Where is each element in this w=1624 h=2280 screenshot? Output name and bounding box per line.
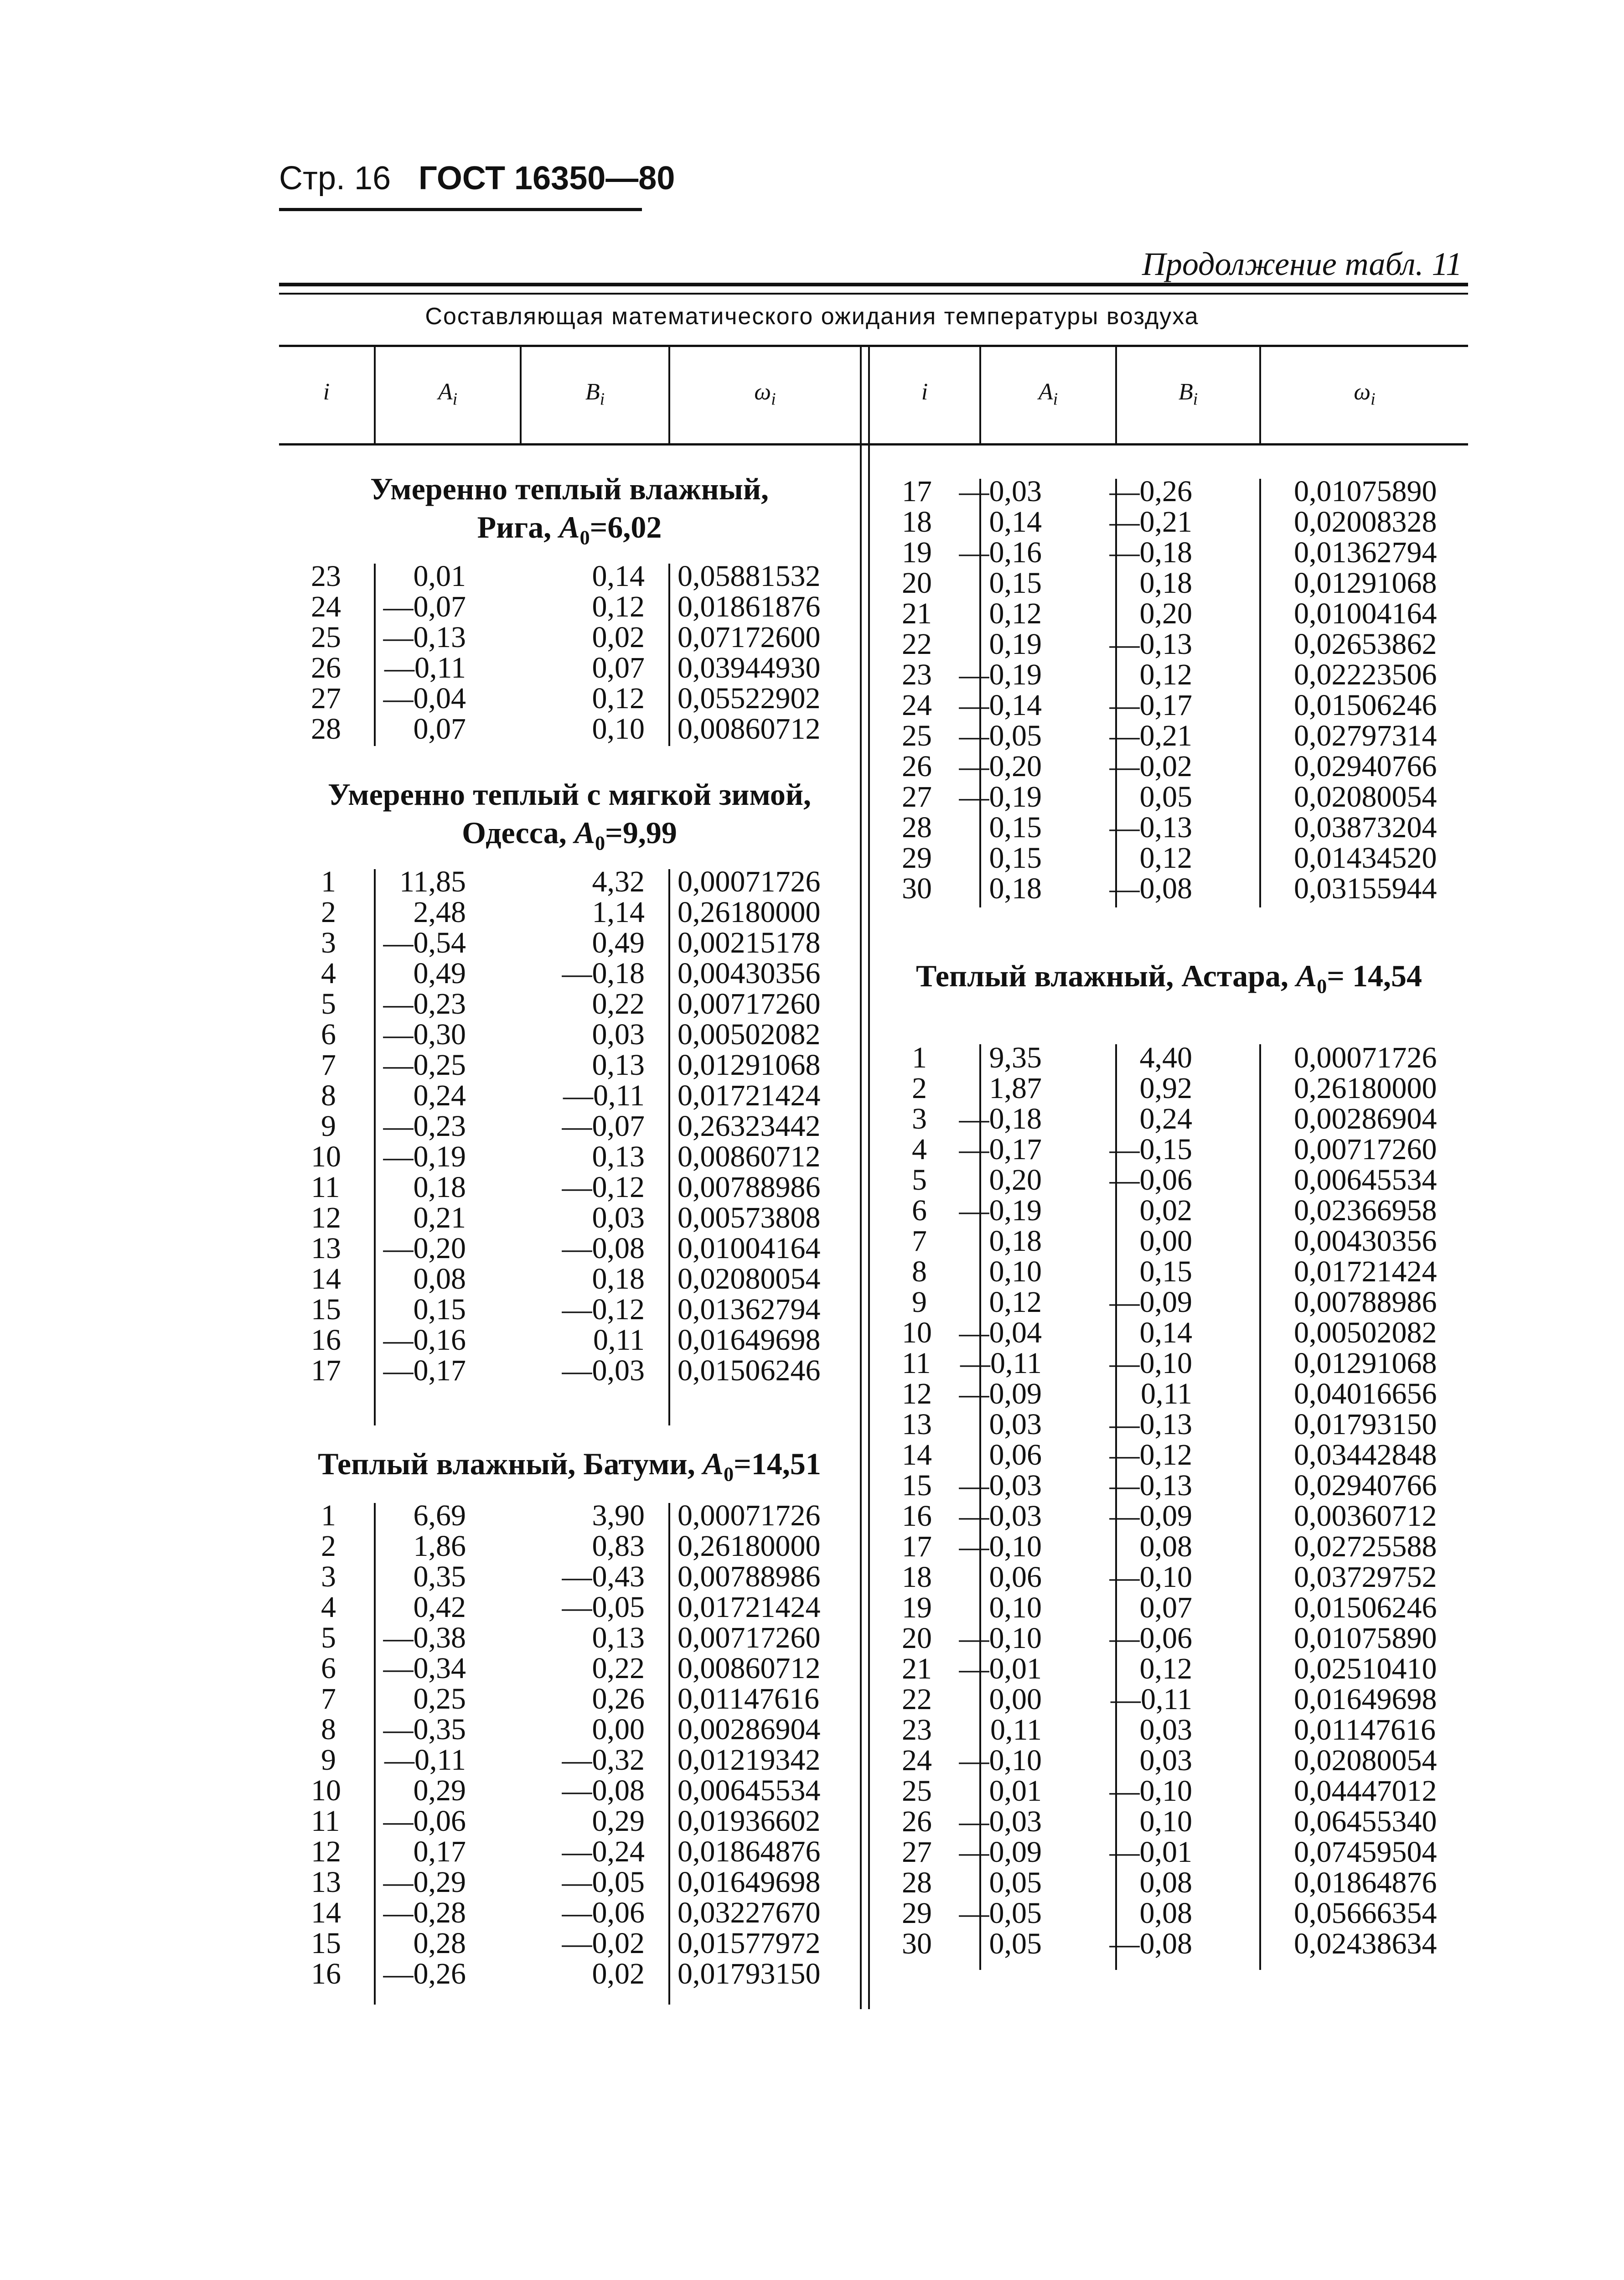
col-header-w: $\omega_i$ (1354, 379, 1376, 409)
table-row: 11 0,18 —0,12 0,00788986 (311, 1171, 821, 1204)
table-row: 6 —0,30 0,03 0,00502082 (321, 1018, 821, 1051)
table-row: 28 0,07 0,10 0,00860712 (311, 712, 821, 746)
table-row: 15 —0,03 —0,13 0,02940766 (902, 1469, 1437, 1502)
table-row: 20 0,15 0,18 0,01291068 (902, 566, 1437, 600)
table-row: 21 —0,01 0,12 0,02510410 (902, 1652, 1437, 1685)
table-row: 24 —0,14 —0,17 0,01506246 (902, 689, 1437, 722)
col-sep (860, 347, 862, 443)
table-row: 5 —0,23 0,22 0,00717260 (321, 987, 821, 1021)
table-row: 4 0,42 —0,05 0,01721424 (321, 1591, 821, 1624)
table-row: 24 —0,07 0,12 0,01861876 (311, 590, 821, 623)
table-row: 14 0,06 —0,12 0,03442848 (902, 1438, 1437, 1472)
continuation-label: Продолжение табл. 11 (1142, 246, 1462, 282)
table-row: 18 0,14 —0,21 0,02008328 (902, 505, 1437, 539)
table-row: 10 —0,19 0,13 0,00860712 (311, 1140, 821, 1173)
table-row: 13 —0,29 —0,05 0,01649698 (311, 1865, 821, 1899)
table-top-rule (279, 283, 1468, 286)
table-row: 22 0,00 —0,11 0,01649698 (902, 1683, 1437, 1716)
col-header-b: $B_i$ (585, 379, 605, 409)
table-row: 17 —0,17 —0,03 0,01506246 (311, 1354, 821, 1387)
group-title-batumi: Теплый влажный, Батуми, $A_0=14,51$ (318, 1446, 821, 1486)
table-rows-odessa (279, 866, 860, 1386)
table-row: 2 1,86 0,83 0,26180000 (321, 1529, 821, 1563)
table-row: 10 0,29 —0,08 0,00645534 (311, 1774, 821, 1807)
table-row: 1 9,35 4,40 0,00071726 (912, 1041, 1437, 1074)
col-header-b: $B_i$ (1178, 379, 1198, 409)
table-row: 17 —0,10 0,08 0,02725588 (902, 1530, 1437, 1563)
table-row: 23 0,11 0,03 0,01147616 (902, 1713, 1436, 1746)
table-row: 9 0,12 —0,09 0,00788986 (912, 1285, 1437, 1319)
group-title-riga: Умеренно теплый влажный, Рига, $A_0=6,02$ (370, 472, 769, 549)
group-title-odessa: Умеренно теплый с мягкой зимой, Одесса, $A_0=9,99$ (327, 777, 812, 855)
table-row: 23 —0,19 0,12 0,02223506 (902, 658, 1437, 691)
table-rows-batumi-continued (870, 476, 1468, 904)
table-row: 29 0,15 0,12 0,01434520 (902, 841, 1437, 875)
table-row: 16 —0,26 0,02 0,01793150 (311, 1957, 821, 1990)
caption-rule (279, 345, 1468, 347)
table-row: 27 —0,19 0,05 0,02080054 (902, 780, 1437, 814)
table-row: 21 0,12 0,20 0,01004164 (902, 597, 1437, 630)
table-row: 12 0,21 0,03 0,00573808 (311, 1201, 821, 1234)
header-bottom-rule (279, 443, 1468, 446)
table-row: 1 6,69 3,90 0,00071726 (321, 1499, 821, 1532)
table-caption: Составляющая математического ожидания температуры воздуха (425, 303, 1199, 330)
table-row: 12 0,17 —0,24 0,01864876 (311, 1835, 821, 1868)
table-row: 8 —0,35 0,00 0,00286904 (321, 1713, 821, 1746)
header-rule (279, 208, 642, 211)
table-row: 28 0,15 —0,13 0,03873204 (902, 811, 1437, 844)
table-row: 25 —0,13 0,02 0,07172600 (311, 621, 821, 654)
table-row: 6 —0,19 0,02 0,02366958 (912, 1194, 1437, 1227)
table-row: 11 —0,06 0,29 0,01936602 (311, 1804, 821, 1838)
table-row: 3 —0,54 0,49 0,00215178 (321, 926, 821, 959)
center-double-rule (860, 445, 862, 2009)
table-row: 2 1,87 0,92 0,26180000 (912, 1072, 1437, 1105)
table-row: 25 0,01 —0,10 0,04447012 (902, 1774, 1437, 1808)
table-row: 30 0,18 —0,08 0,03155944 (902, 872, 1437, 905)
table-row: 11 —0,11 —0,10 0,01291068 (902, 1347, 1437, 1380)
standard-number: ГОСТ 16350—80 (419, 160, 675, 197)
table-row: 10 —0,04 0,14 0,00502082 (902, 1316, 1437, 1349)
table-row: 28 0,05 0,08 0,01864876 (902, 1866, 1437, 1899)
table-row: 2 2,48 1,14 0,26180000 (321, 896, 821, 929)
table-row: 26 —0,11 0,07 0,03944930 (311, 651, 821, 684)
table-row: 3 —0,18 0,24 0,00286904 (912, 1102, 1437, 1135)
table-row: 19 0,10 0,07 0,01506246 (902, 1591, 1437, 1624)
table-row: 15 0,28 —0,02 0,01577972 (311, 1927, 821, 1960)
table-row: 20 —0,10 —0,06 0,01075890 (902, 1622, 1437, 1655)
table-row: 8 0,10 0,15 0,01721424 (912, 1255, 1437, 1288)
page-number: Стр. 16 (279, 160, 391, 197)
table-row: 8 0,24 —0,11 0,01721424 (321, 1079, 821, 1112)
table-row: 24 —0,10 0,03 0,02080054 (902, 1744, 1437, 1777)
table-row: 3 0,35 —0,43 0,00788986 (321, 1560, 821, 1593)
table-row: 27 —0,04 0,12 0,05522902 (311, 682, 821, 715)
table-row: 13 —0,20 —0,08 0,01004164 (311, 1232, 821, 1265)
table-row: 1 11,85 4,32 0,00071726 (321, 865, 821, 898)
group-title-astara: Теплый влажный, Астара, $A_0= 14,54$ (915, 959, 1422, 998)
table-row: 5 —0,38 0,13 0,00717260 (321, 1621, 821, 1654)
table-row: 4 0,49 —0,18 0,00430356 (321, 957, 821, 990)
table-row: 23 0,01 0,14 0,05881532 (311, 560, 821, 593)
table-row: 18 0,06 —0,10 0,03729752 (902, 1560, 1437, 1594)
table-rows-riga (279, 561, 860, 744)
table-row: 19 —0,16 —0,18 0,01362794 (902, 536, 1437, 569)
col-header-w: $\omega_i$ (754, 379, 776, 409)
table-top-rule-thin (279, 293, 1468, 295)
table-row: 14 —0,28 —0,06 0,03227670 (311, 1896, 821, 1929)
table-row: 26 —0,03 0,10 0,06455340 (902, 1805, 1437, 1838)
table-row: 26 —0,20 —0,02 0,02940766 (902, 750, 1437, 783)
table-row: 30 0,05 —0,08 0,02438634 (902, 1927, 1437, 1960)
table-row: 6 —0,34 0,22 0,00860712 (321, 1652, 821, 1685)
col-header-a: $A_i$ (438, 379, 458, 409)
table-row: 16 —0,16 0,11 0,01649698 (311, 1323, 821, 1357)
table-row: 22 0,19 —0,13 0,02653862 (902, 627, 1437, 661)
table-rows-astara (870, 1042, 1468, 1959)
table-row: 9 —0,23 —0,07 0,26323442 (321, 1109, 821, 1143)
table-row: 29 —0,05 0,08 0,05666354 (902, 1897, 1437, 1930)
table-row: 25 —0,05 —0,21 0,02797314 (902, 719, 1437, 752)
col-header-i: i (323, 379, 330, 405)
table-rows-batumi (279, 1500, 860, 1989)
table-row: 7 0,18 0,00 0,00430356 (912, 1224, 1437, 1258)
table-row: 4 —0,17 —0,15 0,00717260 (912, 1133, 1437, 1166)
table-row: 17 —0,03 —0,26 0,01075890 (902, 475, 1437, 508)
table-row: 7 0,25 0,26 0,01147616 (321, 1682, 820, 1715)
table-row: 12 —0,09 0,11 0,04016656 (902, 1377, 1437, 1410)
table-row: 14 0,08 0,18 0,02080054 (311, 1262, 821, 1295)
table-row: 9 —0,11 —0,32 0,01219342 (321, 1743, 821, 1777)
table-row: 13 0,03 —0,13 0,01793150 (902, 1408, 1437, 1441)
table-row: 27 —0,09 —0,01 0,07459504 (902, 1835, 1437, 1869)
table-row: 5 0,20 —0,06 0,00645534 (912, 1163, 1437, 1197)
col-header-i: i (921, 379, 928, 405)
table-row: 16 —0,03 —0,09 0,00360712 (902, 1499, 1437, 1533)
table-row: 15 0,15 —0,12 0,01362794 (311, 1293, 821, 1326)
col-header-a: $A_i$ (1038, 379, 1058, 409)
table-row: 7 —0,25 0,13 0,01291068 (321, 1048, 821, 1082)
